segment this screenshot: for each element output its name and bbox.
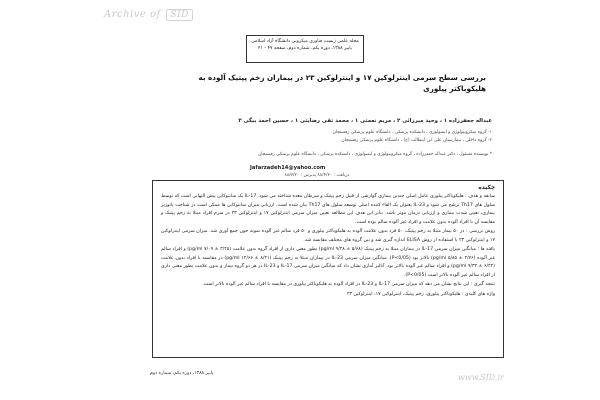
- abstract-keywords: واژه های کلیدی : هلیکوباکتر پیلوری، زخم پپتیک، اینترلوکین ۱۷، اینترلوکین ۲۳: [346, 291, 495, 297]
- author-email[interactable]: Jafarzadeh14@yahoo.com: [250, 165, 326, 171]
- page-footer: پاییز ۱۳۸۸، دوره یکم، شماره دوم: [150, 371, 214, 376]
- journal-issue: پاییز ۱۳۸۸، دوره یکم، شماره دوم، صفحه ۴۷ - ۴۱: [258, 46, 352, 51]
- abstract-methods: روش بررسی : در ۵۰ بیمار مبتلا به زخم پپتیک، ۵۰ فرد بدون علامت آلوده به هلیکوباکتر پیلوری و ۵۰ فرد سالم غیر آلوده نمونه خون جمع آوری شد. میزان سرمی اینترلوکین ۱۷ و اینترلوکین ۲۳ با استفاده از روش ELISA اندازه گیری شد و بین گروه های مختلف مقایسه شد.: [161, 229, 495, 243]
- abstract-box: [152, 180, 504, 358]
- abstract-results: یافته ها : میانگین میزان سرمی IL-17 در بیماران مبتلا به زخم پپتیک (۵/۶۸ ± ۹/۲۸ pg/ml) بطور معنی داری از افراد گروه بدون علامت (۳/۴۵ ± ۷/۰۹ pg/ml) و افراد سالم غیر آلوده (۲/۷۶ ± ۵/۸۵ pg/ml) بالاتر بود (P<0/05). میانگین میزان سرمی IL-23 در بیماران مبتلا به زخم پپتیک (۸/۴۱ ± ۱۲/۶۶ pg/ml) در مقایسه با افراد بدون علامت (۶/۴۲ ± ۹/۳۴ pg/ml) و افراد سالم غیر آلوده بالاتر بود. آنالیز آماری نشان داد که میانگین میزان سرمی IL-17 و IL-23 در هر دو گروه بیمار و بدون علامت بطور معنی داری از افراد سالم غیر آلوده بالاتر است (P<0/05).: [161, 247, 495, 278]
- received-accepted-dates: دریافت : ۸۸/۴/۳۰ پذیرش : ۸۸/۷/۲۰: [284, 173, 350, 178]
- watermark-prefix: Archive of: [104, 9, 161, 20]
- article-authors: عبداله جعفرزاده ۱ ، وحید میرزائی ۲ ، مریم نعمتی ۱ ، محمد تقی رضایتی ۱ ، حسین احمد بیگی ۲: [238, 118, 492, 124]
- sid-watermark: [104, 9, 193, 21]
- journal-header-box: [246, 35, 364, 63]
- article-title: بررسی سطح سرمی اینترلوکین ۱۷ و اینترلوکین ۲۳ در بیماران زخم پپتیک آلوده به هلیکوباکتر پیلوری: [198, 73, 486, 93]
- corresponding-author: * نویسنده مسئول : دکتر عبداله جعفرزاده ، گروه میکروبیولوژی و ایمنولوژی ، دانشکده پزشکی ، دانشگاه علوم پزشکی رفسنجان: [258, 152, 492, 157]
- watermark-box: SID: [166, 9, 192, 21]
- abstract-conclusion: نتیجه گیری : این نتایج نشان می دهد که میزان سرمی IL-17 و IL-23 در افراد آلوده به هلیکوباکتر پیلوری در مقایسه با افراد سالم غیر آلوده بالاتر است.: [202, 282, 495, 287]
- affiliation-1: ۱- گروه میکروبیولوژی و ایمنولوژی ، دانشکده پزشکی ، دانشگاه علوم پزشکی رفسنجان: [332, 130, 492, 135]
- sid-url-watermark: www.SID.ir: [458, 373, 504, 382]
- journal-name: مجله علمی زیست فناوری میکروبی دانشگاه آزاد اسلامی: [251, 39, 359, 44]
- abstract-heading: چکیده: [478, 185, 495, 191]
- abstract-background: سابقه و هدف : هلیکوباکتر پیلوری عامل اصلی چندین بیماری گوارشی از قبیل زخم پپتیک و سرطان معده شناخته می شود. IL-17 یک سایتوکاین پیش التهابی است که توسط سلول های Th17 ترشح می شود و IL-23 بعنوان یک القاء کننده اصلی توسعه سلول های Th17 بیان شده است. ارزیابی میزان سایتوکاین ها ممکن است در شناخت پاتوژنز بیماری، تعیین شدت بیماری و ارزیابی درمان موثر باشد. بنابر این هدف این مطالعه تعیین میزان سرمی اینترلوکین ۱۷ و اینترلوکین ۲۳ در سرم افراد مبتلا به زخم پپتیک و مقایسه آن با افراد آلوده بدون علامت و افراد غیر آلوده سالم بوده است.: [161, 194, 496, 225]
- affiliation-2: ۲- گروه داخلی ، بیمارستان علی ابن ابیطالب (ع) ، دانشگاه علوم پزشکی رفسنجان: [341, 138, 492, 143]
